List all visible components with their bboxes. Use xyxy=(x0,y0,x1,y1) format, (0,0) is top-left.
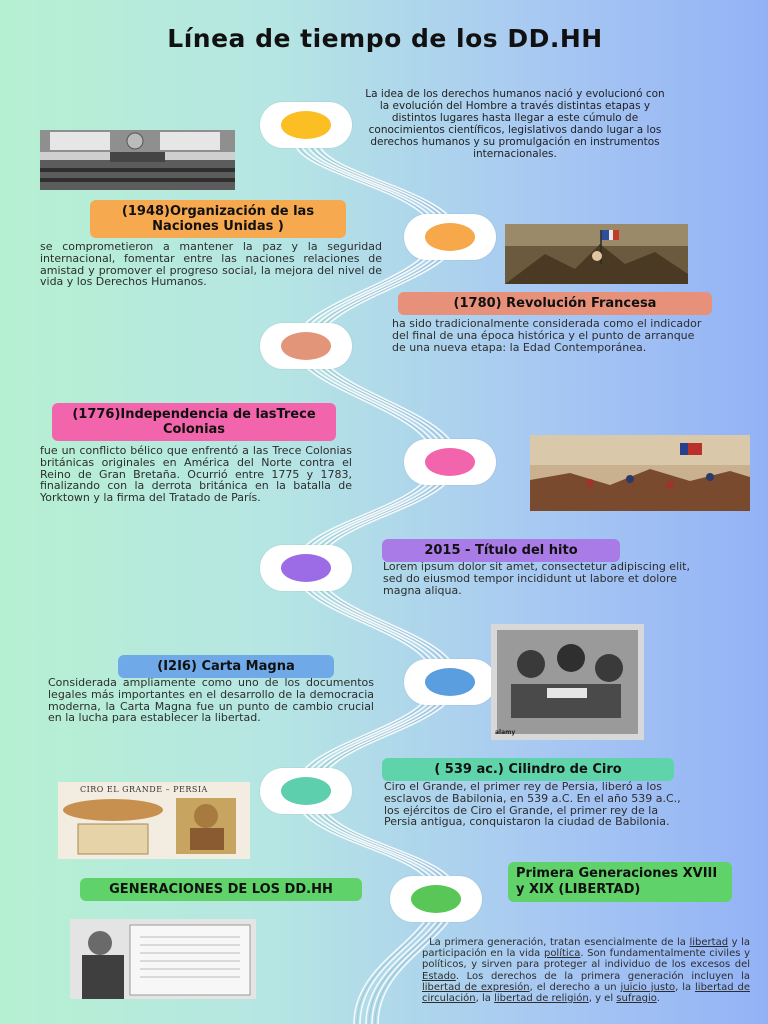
timeline-node-3 xyxy=(260,323,352,369)
first-generation-label: Primera Generaciones XVIII y XIX (LIBERTAD) xyxy=(508,862,732,902)
gen-text-part: , la xyxy=(475,993,495,1005)
link-libertad[interactable]: libertad xyxy=(689,937,729,948)
timeline-node-5 xyxy=(260,545,352,591)
french-revolution-illustration xyxy=(505,224,688,284)
event-label-1948: (1948)Organización de las Naciones Unidas ) xyxy=(90,200,346,238)
event-text-1776: fue un conflicto bélico que enfrentó a las Trece Colonias británicas originales en América del Norte contra el Reino de Gran Bretaña. Ocurrió entre 1775 y 1783, finalizando con la derrota británica en la batalla de Yorktown y la firma del Tratado de París. xyxy=(40,444,352,505)
event-label-539: ( 539 ac.) Cilindro de Ciro xyxy=(382,758,674,781)
independence-battle-painting xyxy=(530,435,750,511)
event-label-1216: (I2I6) Carta Magna xyxy=(118,655,334,678)
timeline-node-6 xyxy=(404,659,496,705)
generations-label: GENERACIONES DE LOS DD.HH xyxy=(80,878,362,901)
first-generation-text xyxy=(422,937,750,1004)
cyrus-cylinder-image xyxy=(58,782,250,859)
alamy-watermark: alamy xyxy=(495,729,516,736)
link-estado[interactable]: Estado xyxy=(422,970,456,982)
cyrus-illustration xyxy=(58,796,250,859)
event-text-2015: Lorem ipsum dolor sit amet, consectetur adipiscing elit, sed do eiusmod tempor incididunt ut labore et dolore magna aliqua. xyxy=(383,560,690,597)
event-text-539: Ciro el Grande, el primer rey de Persia, liberó a los esclavos de Babilonia, en 539 a.C. En el año 539 a.C., los ejércitos de Ciro el Grande, el primer rey de la Persia antigua, conquistaron la ciudad de Babilonia. xyxy=(384,780,681,829)
link-juicio-justo[interactable]: juicio justo xyxy=(620,981,676,993)
french-revolution-painting xyxy=(505,224,688,284)
eleanor-illustration xyxy=(70,919,256,999)
link-politica[interactable]: política xyxy=(543,948,581,960)
timeline-node-1 xyxy=(260,102,352,148)
timeline-dot xyxy=(281,554,331,582)
gen-text-part: La primera generación, tratan esencialmente de la xyxy=(429,937,690,948)
gen-text-part: y la participación en la vida xyxy=(422,937,750,960)
timeline-dot xyxy=(425,448,475,476)
timeline-node-4 xyxy=(404,439,496,485)
timeline-dot xyxy=(281,111,331,139)
gen-text-part: . xyxy=(656,993,660,1005)
un-assembly-photo xyxy=(40,130,235,190)
event-text-1948: se comprometieron a mantener la paz y la seguridad internacional, fomentar entre las naciones relaciones de amistad y promover el progreso social, la mejora del nivel de vida y los Derechos Humanos. xyxy=(40,240,382,289)
gen-text-part: . Los derechos de la primera generación incluyen la xyxy=(455,970,750,982)
gen-text-part: . Son fundamentalmente civiles y políticos, y sirven para proteger al individuo de los excesos del xyxy=(422,948,750,971)
gen-text-part: , y el xyxy=(588,993,617,1005)
link-libertad-religion[interactable]: libertad de religión xyxy=(494,993,589,1005)
timeline-dot xyxy=(411,885,461,913)
link-libertad-circulacion[interactable]: libertad de circulación xyxy=(422,981,750,1005)
magna-carta-illustration xyxy=(491,624,644,740)
eleanor-roosevelt-photo xyxy=(70,919,256,999)
event-label-1780: (1780) Revolución Francesa xyxy=(398,292,712,315)
event-text-1216: Considerada ampliamente como uno de los documentos legales más importantes en el desarrollo de la democracia moderna, la Carta Magna fue un punto de cambio crucial en la lucha para establecer la libertad. xyxy=(48,676,374,725)
timeline-node-7 xyxy=(260,768,352,814)
event-text-1780: ha sido tradicionalmente considerada como el indicador del final de una época histórica y el punto de arranque de una nueva etapa: la Edad Contemporánea. xyxy=(392,317,702,354)
timeline-node-8 xyxy=(390,876,482,922)
timeline-dot xyxy=(425,668,475,696)
cyrus-caption: CIRO EL GRANDE – PERSIA xyxy=(80,785,208,794)
battle-illustration xyxy=(530,435,750,511)
link-libertad-expresion[interactable]: libertad de expresión xyxy=(422,981,530,993)
timeline-dot xyxy=(281,777,331,805)
page-title: Línea de tiempo de los DD.HH xyxy=(167,24,603,53)
event-label-1776: (1776)Independencia de lasTrece Colonias xyxy=(52,403,336,441)
intro-text: La idea de los derechos humanos nació y evolucionó con la evolución del Hombre a través distintas etapas y distintos lugares hasta llegar a este cúmulo de conocimientos científicos, legislativos dando lugar a los derechos humanos y su promulgación en instrumentos internacionales. xyxy=(365,88,665,160)
timeline-dot xyxy=(281,332,331,360)
event-label-2015: 2015 - Título del hito xyxy=(382,539,620,562)
magna-carta-engraving xyxy=(491,624,644,740)
timeline-dot xyxy=(425,223,475,251)
link-sufragio[interactable]: sufragio xyxy=(616,993,657,1005)
gen-text-part: , la xyxy=(675,981,696,993)
gen-text-part: , el derecho a un xyxy=(529,981,621,993)
timeline-node-2 xyxy=(404,214,496,260)
un-assembly-illustration xyxy=(40,130,235,190)
